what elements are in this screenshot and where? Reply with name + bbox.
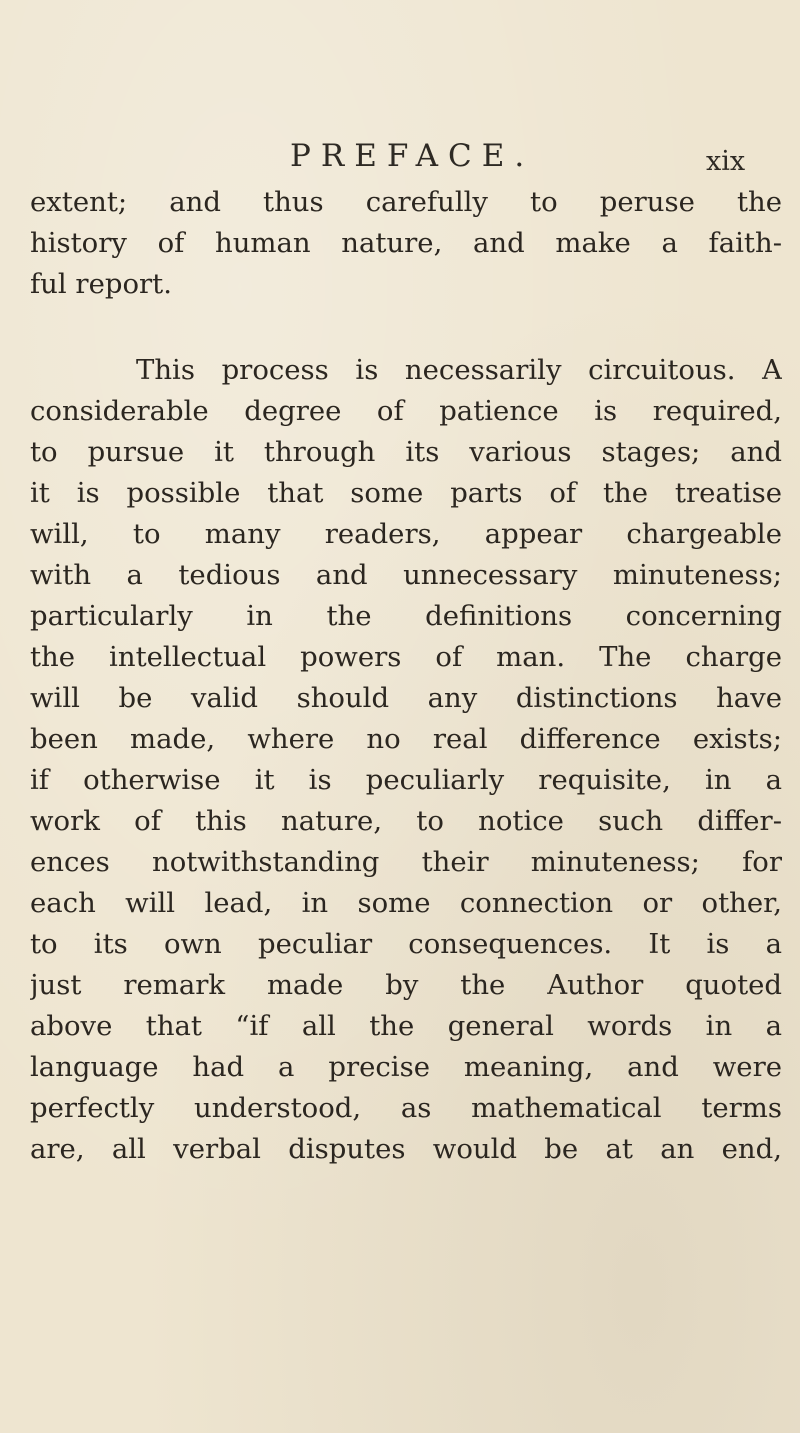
text-line: language had a precise meaning, and were — [30, 1051, 782, 1083]
paragraph-1 — [30, 182, 782, 305]
text-line: perfectly understood, as mathematical terms — [30, 1092, 782, 1124]
text-line: considerable degree of patience is required, — [30, 395, 782, 427]
text-line: This process is necessarily circuitous. A — [136, 354, 782, 386]
text-line: if otherwise it is peculiarly requisite, in a — [30, 764, 782, 796]
text-line: ful report. — [30, 268, 172, 300]
text-line: work of this nature, to notice such differ- — [30, 805, 782, 837]
text-line: the intellectual powers of man. The charge — [30, 641, 782, 673]
text-line: above that “if all the general words in a — [30, 1010, 782, 1042]
text-line: ences notwithstanding their minuteness; for — [30, 846, 782, 878]
text-line: to its own peculiar consequences. It is a — [30, 928, 782, 960]
text-line: are, all verbal disputes would be at an end, — [30, 1133, 782, 1165]
text-line: just remark made by the Author quoted — [30, 969, 782, 1001]
body-text — [30, 182, 782, 1170]
text-line: extent; and thus carefully to peruse the — [30, 186, 782, 218]
running-head: PREFACE. — [290, 138, 535, 174]
text-line: will, to many readers, appear chargeable — [30, 518, 782, 550]
text-line: particularly in the definitions concerning — [30, 600, 782, 632]
text-line: it is possible that some parts of the treatise — [30, 477, 782, 509]
paragraph-2 — [30, 350, 782, 1170]
text-line: will be valid should any distinctions have — [30, 682, 782, 714]
text-line: history of human nature, and make a faith- — [30, 227, 782, 259]
text-line: with a tedious and unnecessary minuteness; — [30, 559, 782, 591]
page-number: xix — [706, 146, 746, 177]
paragraph-gap — [30, 305, 782, 350]
text-line: to pursue it through its various stages; and — [30, 436, 782, 468]
text-line: been made, where no real difference exists; — [30, 723, 782, 755]
text-line: each will lead, in some connection or other, — [30, 887, 782, 919]
